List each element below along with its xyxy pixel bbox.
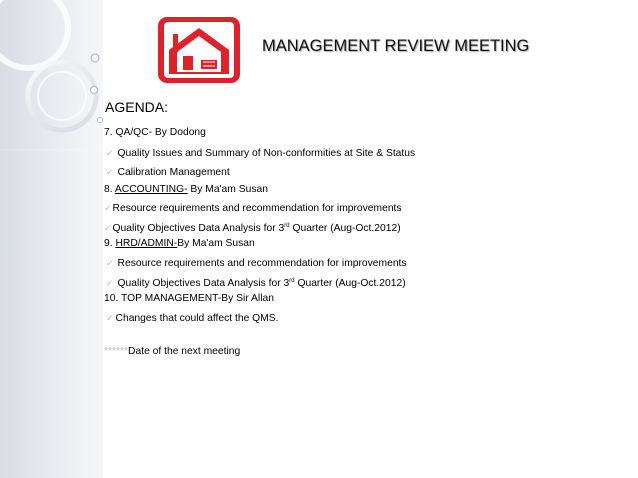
item-owner: By Ma'am Susan	[187, 184, 268, 195]
agenda-sub-item	[104, 201, 402, 215]
agenda-sub-item	[106, 274, 406, 288]
item-owner: By Ma'am Susan	[177, 238, 255, 249]
agenda-item-8	[104, 183, 268, 197]
agenda-heading: AGENDA:	[105, 99, 169, 115]
sub-item-text: Resource requirements and recommendation for improvements	[112, 203, 402, 214]
sub-item-text: Resource requirements and recommendation for improvements	[117, 258, 407, 269]
company-logo-icon	[157, 16, 241, 84]
item-number: 8.	[104, 184, 113, 195]
item-department: HRD/ADMIN-	[115, 238, 178, 249]
agenda-item-10	[104, 292, 274, 306]
sub-item-text: Quality Issues and Summary of Non-conformities at Site & Status	[117, 148, 416, 159]
item-number: 9.	[104, 238, 116, 249]
slide-title: MANAGEMENT REVIEW MEETING	[262, 37, 530, 55]
agenda-sub-item	[106, 256, 407, 270]
next-meeting-note	[104, 345, 240, 359]
checkmark-icon: ✓	[104, 223, 112, 233]
agenda-sub-item	[106, 146, 415, 160]
ordinal-suffix: rd	[284, 223, 290, 229]
next-meeting-text: Date of the next meeting	[128, 346, 241, 357]
sub-item-text-end: Quarter (Aug-Oct.2012)	[294, 278, 406, 289]
sub-item-text: Calibration Management	[117, 167, 230, 178]
agenda-item-7	[104, 126, 206, 140]
ordinal-suffix: rd	[289, 278, 295, 284]
agenda-item-10-text: 10. TOP MANAGEMENT-By Sir Allan	[104, 293, 274, 304]
sub-item-text: Quality Objectives Data Analysis for 3	[112, 223, 285, 234]
item-department: ACCOUNTING-	[114, 184, 188, 195]
sub-item-text: Quality Objectives Data Analysis for 3	[117, 278, 290, 289]
checkmark-icon: ✓	[106, 148, 114, 158]
agenda-item-7-text: 7. QA/QC- By Dodong	[104, 127, 206, 138]
checkmark-icon: ✓	[106, 258, 114, 268]
agenda-sub-item	[106, 165, 230, 179]
checkmark-icon: ✓	[106, 167, 114, 177]
agenda-sub-item	[104, 219, 401, 233]
agenda-item-9	[104, 237, 255, 251]
checkmark-icon: ✓	[104, 203, 112, 213]
sub-item-text-end: Quarter (Aug-Oct.2012)	[289, 223, 401, 234]
asterisk-marker: ******	[104, 346, 129, 357]
checkmark-icon: ✓	[106, 278, 114, 288]
sub-item-text: Changes that could affect the QMS.	[115, 313, 279, 324]
agenda-sub-item	[106, 311, 279, 325]
checkmark-icon: ✓	[106, 313, 114, 323]
